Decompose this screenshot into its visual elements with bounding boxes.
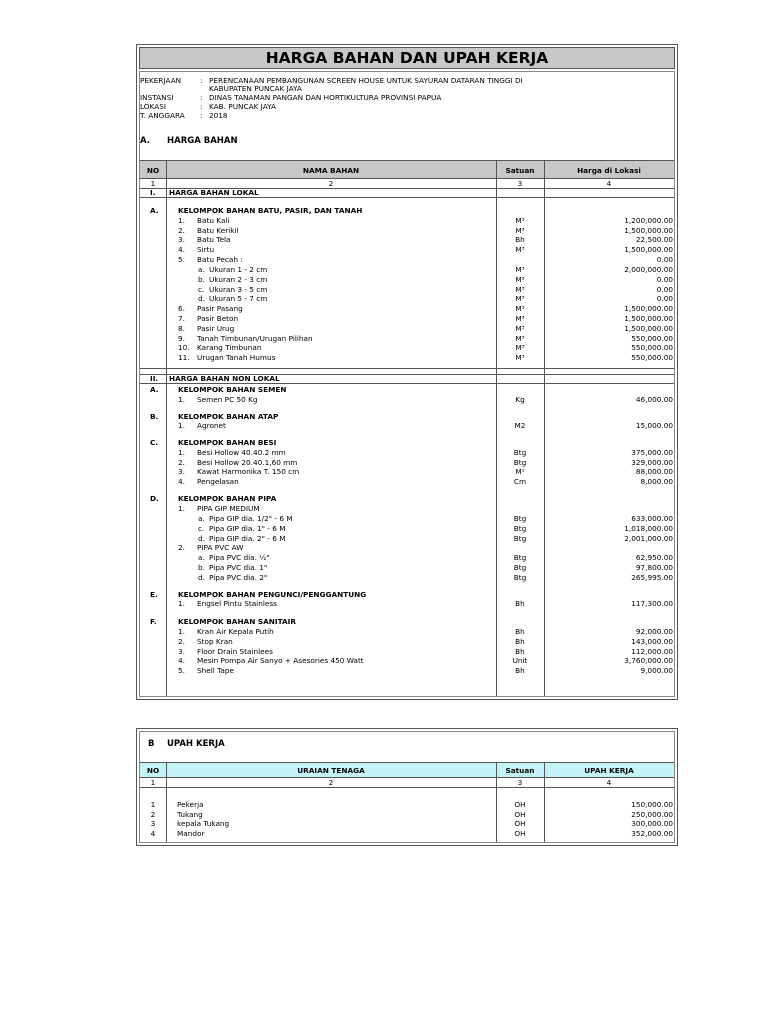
item-price: 9,000.00 [640, 666, 673, 675]
column-number: 4 [606, 179, 612, 188]
item-unit: M³ [515, 265, 525, 274]
column-number: 3 [517, 778, 523, 787]
item-name: Ukuran 2 - 3 cm [209, 275, 268, 284]
item-unit: Bh [515, 599, 525, 608]
item-sub-letter: a. [198, 553, 205, 562]
header-satuan: Satuan [505, 766, 535, 775]
group-letter: D. [150, 494, 159, 503]
item-unit: M³ [515, 343, 525, 352]
item-unit: Kg [515, 395, 525, 404]
item-name: Batu Kerikil [197, 226, 239, 235]
group-letter: A. [150, 206, 159, 215]
item-unit: Btg [513, 573, 527, 582]
item-price: 1,500,000.00 [624, 245, 673, 254]
group-letter: A. [150, 385, 159, 394]
item-price: 1,500,000.00 [624, 324, 673, 333]
item-price: 2,001,000.00 [624, 534, 673, 543]
item-name: Pengelasan [197, 477, 239, 486]
item-number: 2. [178, 637, 185, 646]
worker-type: Pekerja [177, 800, 204, 809]
item-price: 0.00 [656, 294, 673, 303]
item-unit: M³ [515, 275, 525, 284]
item-unit: Btg [513, 448, 527, 457]
item-price: 46,000.00 [635, 395, 673, 404]
item-number: 1. [178, 216, 185, 225]
item-unit: M2 [514, 421, 526, 430]
item-number: 2. [178, 458, 185, 467]
item-name: Batu Tela [197, 235, 231, 244]
header-upah-kerja: UPAH KERJA [584, 766, 634, 775]
item-price: 8,000.00 [640, 477, 673, 486]
header-no: NO [146, 166, 160, 175]
item-number: 3. [178, 235, 185, 244]
item-price: 1,500,000.00 [624, 314, 673, 323]
group-no: I. [150, 188, 156, 197]
colon: : [200, 76, 203, 85]
item-name: Pasir Urug [197, 324, 235, 333]
harga-bahan-body [139, 71, 675, 697]
item-name: Karang Timbunan [197, 343, 262, 352]
item-number: 7. [178, 314, 185, 323]
harga-bahan-sheet [136, 44, 678, 700]
item-price: 112,000.00 [631, 647, 673, 656]
item-unit: Btg [513, 534, 527, 543]
table-border [140, 787, 674, 788]
item-name: Ukuran 5 - 7 cm [209, 294, 268, 303]
item-price: 97,800.00 [635, 563, 673, 572]
item-price: 92,000.00 [635, 627, 673, 636]
worker-wage: 250,000.00 [631, 810, 673, 819]
item-price: 1,018,000.00 [624, 524, 673, 533]
column-number: 2 [328, 778, 334, 787]
worker-unit: OH [514, 819, 526, 828]
item-price: 15,000.00 [635, 421, 673, 430]
worker-unit: OH [514, 800, 526, 809]
item-number: 4. [178, 656, 185, 665]
header-nama-bahan: NAMA BAHAN [302, 166, 360, 175]
item-name: Agronet [197, 421, 226, 430]
item-number: 6. [178, 304, 185, 313]
item-sub-letter: b. [198, 563, 205, 572]
item-number: 5. [178, 255, 185, 264]
item-unit: M¹ [515, 467, 525, 476]
item-price: 550,000.00 [631, 353, 673, 362]
item-unit: M³ [515, 314, 525, 323]
upah-kerja-body [139, 731, 675, 843]
column-number: 3 [517, 179, 523, 188]
item-price: 550,000.00 [631, 334, 673, 343]
item-name: Engsel Pintu Stainless [197, 599, 277, 608]
item-sub-letter: a. [198, 265, 205, 274]
item-unit: M³ [515, 334, 525, 343]
instansi-value: DINAS TANAMAN PANGAN DAN HORTIKULTURA PROVINSI PAPUA [209, 93, 442, 102]
item-number: 4. [178, 245, 185, 254]
item-price: 1,200,000.00 [624, 216, 673, 225]
item-number: 4. [178, 477, 185, 486]
group-label-nonlokal: HARGA BAHAN NON LOKAL [169, 374, 280, 383]
item-number: 3. [178, 647, 185, 656]
worker-type: Mandor [177, 829, 205, 838]
row-number: 4 [150, 829, 156, 838]
item-price: 88,000.00 [635, 467, 673, 476]
column-number: 4 [606, 778, 612, 787]
colon: : [200, 93, 203, 102]
item-number: 9. [178, 334, 185, 343]
pekerjaan-value: PERENCANAAN PEMBANGUNAN SCREEN HOUSE UNTUK SAYURAN DATARAN TINGGI DI [209, 76, 523, 85]
anggara-value: 2018 [209, 111, 228, 120]
item-name: Pipa GIP dia. 1/2" - 6 M [209, 514, 293, 523]
group-letter: B. [150, 412, 159, 421]
item-number: 2. [178, 226, 185, 235]
item-price: 117,300.00 [631, 599, 673, 608]
section-a-title: HARGA BAHAN [167, 136, 238, 146]
upah-kerja-sheet [136, 728, 678, 846]
item-number: 11. [178, 353, 190, 362]
item-unit: M³ [515, 304, 525, 313]
item-name: PIPA GIP MEDIUM [197, 504, 260, 513]
worker-type: kepala Tukang [177, 819, 230, 828]
group-heading: KELOMPOK BAHAN PENGUNCI/PENGGANTUNG [178, 590, 367, 599]
item-price: 0.00 [656, 285, 673, 294]
item-price: 22,500.00 [635, 235, 673, 244]
item-number: 1. [178, 448, 185, 457]
item-name: Pipa GIP dia. 1" - 6 M [209, 524, 286, 533]
item-unit: M³ [515, 324, 525, 333]
item-unit: M³ [515, 353, 525, 362]
item-name: Pasir Pasang [197, 304, 243, 313]
table-border [140, 383, 674, 384]
group-label-lokal: HARGA BAHAN LOKAL [169, 188, 259, 197]
item-unit: Btg [513, 514, 527, 523]
column-number: 1 [150, 179, 156, 188]
instansi-label: INSTANSI [140, 93, 174, 102]
column-number: 1 [150, 778, 156, 787]
item-price: 329,000.00 [631, 458, 673, 467]
group-letter: E. [150, 590, 158, 599]
item-name: Sirtu [197, 245, 215, 254]
item-name: Shell Tape [197, 666, 234, 675]
item-name: Semen PC 50 Kg [197, 395, 258, 404]
item-sub-letter: c. [198, 524, 205, 533]
item-price: 550,000.00 [631, 343, 673, 352]
item-price: 3,760,000.00 [624, 656, 673, 665]
lokasi-value: KAB. PUNCAK JAYA [209, 102, 277, 111]
item-number: 1. [178, 421, 185, 430]
header-satuan: Satuan [505, 166, 535, 175]
item-name: Pipa PVC dia. 1" [209, 563, 268, 572]
item-price: 265,995.00 [631, 573, 673, 582]
row-number: 1 [150, 800, 156, 809]
item-unit: Btg [513, 553, 527, 562]
item-number: 1. [178, 599, 185, 608]
pekerjaan-value-line2: KABUPATEN PUNCAK JAYA [209, 84, 302, 93]
item-number: 1. [178, 627, 185, 636]
item-price: 143,000.00 [631, 637, 673, 646]
column-number: 2 [328, 179, 334, 188]
section-b-title: UPAH KERJA [167, 739, 225, 749]
item-unit: Cm [513, 477, 527, 486]
item-unit: Btg [513, 524, 527, 533]
item-sub-letter: d. [198, 534, 205, 543]
item-unit: M³ [515, 285, 525, 294]
item-name: Pipa PVC dia. ½" [209, 553, 270, 562]
item-price: 633,000.00 [631, 514, 673, 523]
item-number: 5. [178, 666, 185, 675]
column-divider [166, 160, 167, 696]
item-name: Pasir Beton [197, 314, 239, 323]
item-sub-letter: d. [198, 294, 205, 303]
row-number: 3 [150, 819, 156, 828]
item-price: 2,000,000.00 [624, 265, 673, 274]
item-name: Kran Air Kepala Putih [197, 627, 274, 636]
item-unit: M³ [515, 294, 525, 303]
worker-wage: 352,000.00 [631, 829, 673, 838]
group-heading: KELOMPOK BAHAN ATAP [178, 412, 279, 421]
item-number: 1. [178, 395, 185, 404]
item-name: Urugan Tanah Humus [197, 353, 276, 362]
item-price: 1,500,000.00 [624, 226, 673, 235]
item-name: Besi Hollow 40.40.2 mm [197, 448, 286, 457]
item-name: Kawat Harmonika T. 150 cm [197, 467, 300, 476]
colon: : [200, 102, 203, 111]
item-unit: M³ [515, 226, 525, 235]
item-sub-letter: b. [198, 275, 205, 284]
item-price: 1,500,000.00 [624, 304, 673, 313]
group-heading: KELOMPOK BAHAN PIPA [178, 494, 277, 503]
item-number: 2. [178, 543, 185, 552]
header-no: NO [146, 766, 160, 775]
row-number: 2 [150, 810, 156, 819]
colon: : [200, 111, 203, 120]
item-number: 3. [178, 467, 185, 476]
item-name: Besi Hollow 20.40.1,60 mm [197, 458, 298, 467]
item-name: Floor Drain Stainlees [197, 647, 273, 656]
item-price: 375,000.00 [631, 448, 673, 457]
item-unit: Bh [515, 637, 525, 646]
group-heading: KELOMPOK BAHAN BESI [178, 438, 277, 447]
item-unit: Bh [515, 666, 525, 675]
group-heading: KELOMPOK BAHAN SEMEN [178, 385, 287, 394]
item-name: Ukuran 1 - 2 cm [209, 265, 268, 274]
item-unit: Btg [513, 563, 527, 572]
worker-wage: 300,000.00 [631, 819, 673, 828]
item-name: Pipa GIP dia. 2" - 6 M [209, 534, 286, 543]
item-name: Batu Kali [197, 216, 230, 225]
item-sub-letter: d. [198, 573, 205, 582]
pekerjaan-label: PEKERJAAN [140, 76, 182, 85]
item-sub-letter: c. [198, 285, 205, 294]
item-unit: M³ [515, 216, 525, 225]
item-name: Tanah Timbunan/Urugan Pilihan [197, 334, 313, 343]
table-border [140, 197, 674, 198]
item-number: 10. [178, 343, 190, 352]
group-heading: KELOMPOK BAHAN SANITAIR [178, 617, 296, 626]
item-unit: Unit [512, 656, 528, 665]
section-a-letter: A. [140, 136, 150, 146]
item-unit: M³ [515, 245, 525, 254]
anggara-label: T. ANGGARA [140, 111, 185, 120]
section-b-letter: B [148, 739, 155, 749]
item-price: 0.00 [656, 275, 673, 284]
worker-type: Tukang [177, 810, 203, 819]
item-name: Pipa PVC dia. 2" [209, 573, 268, 582]
item-price: 62,950.00 [635, 553, 673, 562]
lokasi-label: LOKASI [140, 102, 166, 111]
item-unit: Bh [515, 627, 525, 636]
item-name: Batu Pecah : [197, 255, 243, 264]
header-uraian-tenaga: URAIAN TENAGA [297, 766, 365, 775]
item-unit: Bh [515, 647, 525, 656]
worker-wage: 150,000.00 [631, 800, 673, 809]
group-letter: F. [150, 617, 157, 626]
worker-unit: OH [514, 810, 526, 819]
item-name: Ukuran 3 - 5 cm [209, 285, 268, 294]
document-title: HARGA BAHAN DAN UPAH KERJA [139, 47, 675, 69]
item-price: 0.00 [656, 255, 673, 264]
group-heading: KELOMPOK BAHAN BATU, PASIR, DAN TANAH [178, 206, 363, 215]
group-no: II. [150, 374, 159, 383]
header-harga: Harga di Lokasi [577, 166, 641, 175]
item-name: Stop Kran [197, 637, 233, 646]
item-name: Mesin Pompa Air Sanyo + Asesories 450 Watt [197, 656, 364, 665]
item-number: 8. [178, 324, 185, 333]
item-sub-letter: a. [198, 514, 205, 523]
worker-unit: OH [514, 829, 526, 838]
item-name: PIPA PVC AW [197, 543, 244, 552]
item-unit: Bh [515, 235, 525, 244]
item-unit: Btg [513, 458, 527, 467]
group-letter: C. [150, 438, 159, 447]
item-number: 1. [178, 504, 185, 513]
table-border [140, 368, 674, 369]
